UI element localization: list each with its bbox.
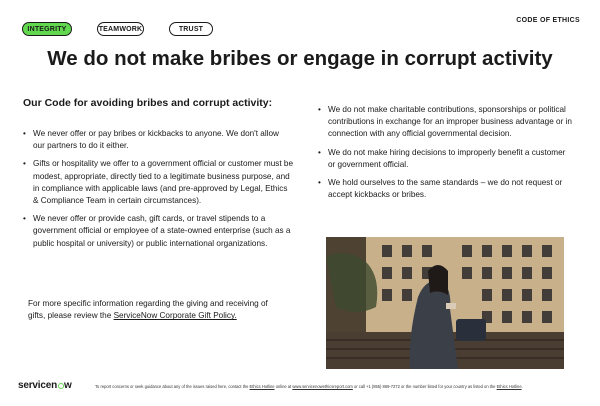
list-item: • We do not make hiring decisions to improperly benefit a customer or government official. <box>318 147 573 171</box>
ethics-hotline-link[interactable]: Ethics Hotline <box>249 384 275 389</box>
servicenow-logo: servicen w <box>18 380 72 391</box>
section-subheading: Our Code for avoiding bribes and corrupt activity: <box>23 97 273 109</box>
list-item: • Gifts or hospitality we offer to a government official or customer must be modest, appropriate, directly tied to a legitimate business purpose, and in compliance with applicable laws (and pre-approved by Legal, Ethics & Compliance Team in certain circumstances). <box>23 158 293 207</box>
right-bullet-list <box>318 104 573 207</box>
header-label: CODE OF ETHICS <box>516 17 580 24</box>
more-info-body: For more specific information regarding the giving and receiving of gifts, please review the <box>28 299 268 321</box>
tab-integrity[interactable]: INTEGRITY <box>22 22 72 36</box>
ethics-hotline-link-2[interactable]: Ethics Hotline <box>496 384 522 389</box>
ethics-report-link[interactable]: www.servicenowethicsreport.com <box>292 384 353 389</box>
tab-teamwork[interactable]: TEAMWORK <box>97 22 144 36</box>
tab-trust[interactable]: TRUST <box>169 22 213 36</box>
hero-photo <box>326 237 564 369</box>
page-title: We do not make bribes or engage in corrupt activity <box>47 47 553 70</box>
more-info-text <box>28 298 278 323</box>
footer-note: To report concerns or seek guidance about any of the issues raised here, contact the Ethics Hotline online at www.servicenowethicsreport.com or call +1 (855) 869-7272 or the number listed for your country as listed on the Ethics Hotline. <box>95 384 523 389</box>
list-item: • We never offer or pay bribes or kickbacks to anyone. We don't allow our partners to do it either. <box>23 128 293 152</box>
left-bullet-list <box>23 128 293 256</box>
list-item: • We do not make charitable contributions, sponsorships or political contributions in exchange for an improper business advantage or in connection with any official governmental decision. <box>318 104 573 141</box>
list-item: • We never offer or provide cash, gift cards, or travel stipends to a government official or employee of a state-owned enterprise (such as a public hospital or university) or public international organizations. <box>23 213 293 250</box>
gift-policy-link[interactable]: ServiceNow Corporate Gift Policy. <box>113 311 237 321</box>
list-item: • We hold ourselves to the same standards – we do not request or accept kickbacks or bribes. <box>318 177 573 201</box>
